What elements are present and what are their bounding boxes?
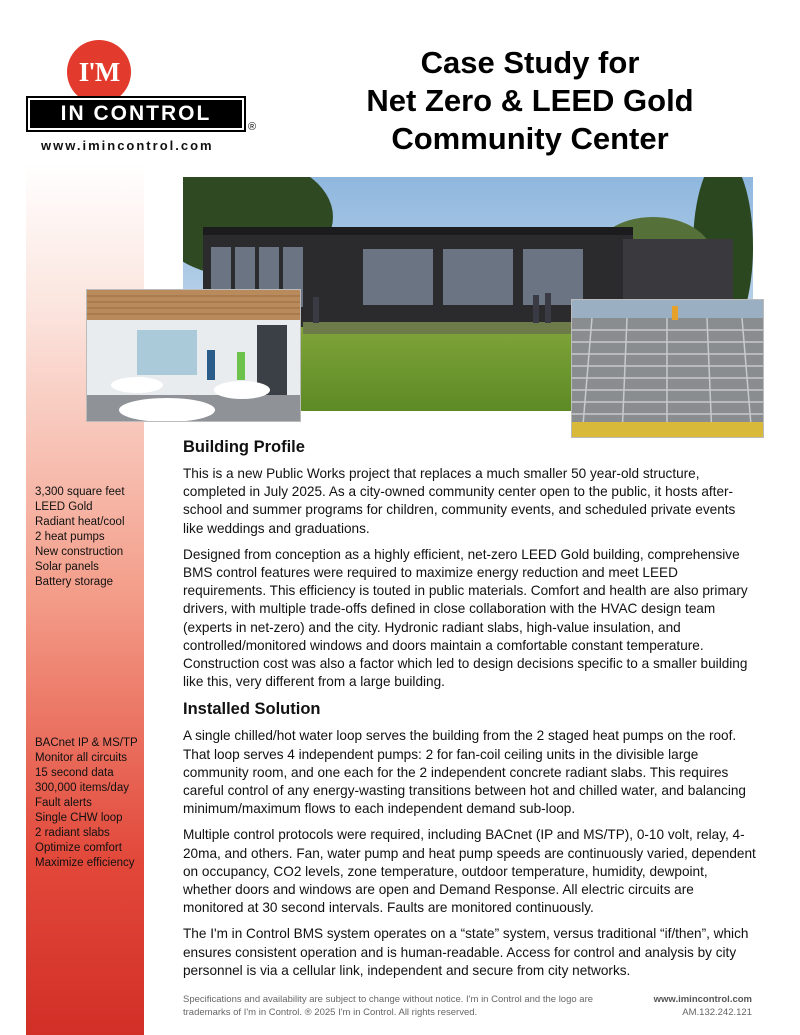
logo-box xyxy=(26,96,246,132)
logo-circle: I'M xyxy=(67,40,131,104)
logo-url: www.imincontrol.com xyxy=(41,138,214,153)
project-facts-list xyxy=(35,485,125,590)
list-item: Monitor all circuits xyxy=(35,752,128,764)
list-item: LEED Gold xyxy=(35,501,93,513)
list-item: Radiant heat/cool xyxy=(35,516,125,528)
interior-room-photo xyxy=(86,289,301,422)
footer-line: trademarks of I'm in Control. ® 2025 I'm in Control. All rights reserved. xyxy=(183,1007,478,1018)
title-line-1: Case Study for xyxy=(420,45,640,80)
footer-right xyxy=(654,993,752,1019)
list-item: BACnet IP & MS/TP xyxy=(35,737,138,749)
list-item: Solar panels xyxy=(35,561,99,573)
list-item: 15 second data xyxy=(35,767,114,779)
section-building-profile xyxy=(183,437,757,691)
solution-features-list xyxy=(35,736,138,871)
footer-url: www.imincontrol.com xyxy=(653,994,752,1005)
radiant-slab-construction-photo xyxy=(571,299,764,438)
list-item: Maximize efficiency xyxy=(35,857,135,869)
list-item: 2 radiant slabs xyxy=(35,827,110,839)
paragraph: The I'm in Control BMS system operates on a “state” system, versus traditional “if/then”, which ensures consistent operation and is human-readable. Access for control and analysis by city personnel is via a cellular link, independent and secure from city networks. xyxy=(183,926,749,978)
section-installed-solution xyxy=(183,699,757,980)
list-item: 3,300 square feet xyxy=(35,486,125,498)
list-item: Battery storage xyxy=(35,576,113,588)
footer-disclaimer xyxy=(183,993,633,1019)
page-title xyxy=(310,44,750,158)
paragraph: This is a new Public Works project that replaces a much smaller 50 year-old structure, completed in July 2025. As a city-owned community center open to the public, it hosts after-school and summer programs for children, community events, and scheduled private events like weddings and graduations. xyxy=(183,466,736,536)
registered-mark: ® xyxy=(248,121,257,133)
list-item: Single CHW loop xyxy=(35,812,123,824)
section-heading: Building Profile xyxy=(183,438,305,456)
paragraph: Designed from conception as a highly efficient, net-zero LEED Gold building, comprehensive BMS control features were required to maximize energy reduction and meet LEED requirements. This efficiency is touted in public materials. Comfort and health are also primary drivers, with multiple trade-offs defined in close collaboration with the HVAC design team (experts in net-zero) and the city. Hydronic radiant slabs, high-value insulation, and controlled/monitored windows and doors maintain a comfortable constant temperature. Construction cost was also a factor which led to design decisions specific to a smaller building like this, very different from a large building. xyxy=(183,546,748,690)
list-item: New construction xyxy=(35,546,124,558)
logo-box-text: IN CONTROL xyxy=(60,102,212,125)
paragraph: A single chilled/hot water loop serves the building from the 2 staged heat pumps on the roof. That loop serves 4 independent pumps: 2 for fan-coil ceiling units in the divisible large community room, and one each for the 2 independent concrete radiant slabs. This requires careful control of any energy-wasting transitions between hot and chilled water, and balancing minimum/maximum flows to each independent demand sub-loop. xyxy=(183,728,746,817)
title-line-3: Community Center xyxy=(391,121,669,156)
list-item: Optimize comfort xyxy=(35,842,122,854)
paragraph: Multiple control protocols were required, including BACnet (IP and MS/TP), 0-10 volt, relay, 4-20ma, and others. Fan, water pump and heat pump speeds are continuously varied, dependent on occupancy, CO2 levels, zone temperature, outdoor temperature, humidity, dewpoint, whether doors and windows are open and Demand Response. All electric circuits are monitored at 30 second intervals. Faults are monitored continuously. xyxy=(183,827,756,916)
footer-line: Specifications and availability are subject to change without notice. I'm in Control and the logo are xyxy=(183,994,594,1005)
list-item: Fault alerts xyxy=(35,797,92,809)
list-item: 300,000 items/day xyxy=(35,782,129,794)
title-line-2: Net Zero & LEED Gold xyxy=(366,83,694,118)
list-item: 2 heat pumps xyxy=(35,531,105,543)
section-heading: Installed Solution xyxy=(183,700,321,719)
company-logo xyxy=(26,38,266,158)
footer-code: AM.132.242.121 xyxy=(682,1007,752,1018)
main-content xyxy=(183,437,757,988)
